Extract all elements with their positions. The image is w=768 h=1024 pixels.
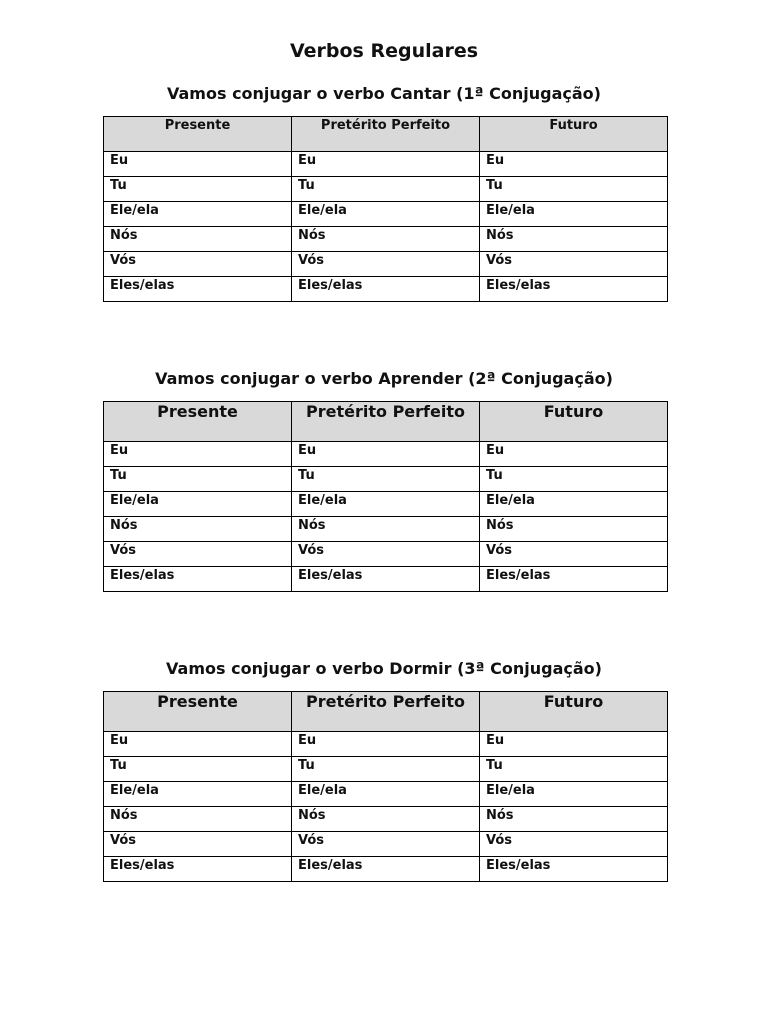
table-row — [104, 492, 668, 517]
table-cell[interactable]: Eles/elas — [104, 277, 292, 302]
table-cell[interactable]: Vós — [292, 252, 480, 277]
conjugation-table-cantar — [103, 116, 668, 302]
header-presente: Presente — [104, 402, 292, 442]
table-cell[interactable]: Vós — [104, 832, 292, 857]
table-cell[interactable]: Eu — [104, 732, 292, 757]
table-cell[interactable]: Vós — [480, 542, 668, 567]
section-title-dormir: Vamos conjugar o verbo Dormir (3ª Conjugação) — [166, 659, 602, 678]
table-cell[interactable]: Vós — [292, 832, 480, 857]
table-cell[interactable]: Eu — [480, 442, 668, 467]
table-cell[interactable]: Eu — [292, 732, 480, 757]
conjugation-table-aprender — [103, 401, 668, 592]
header-futuro: Futuro — [480, 402, 668, 442]
table-cell[interactable]: Tu — [292, 757, 480, 782]
table-cell[interactable]: Nós — [480, 227, 668, 252]
table-cell[interactable]: Nós — [480, 517, 668, 542]
table-cell[interactable]: Eles/elas — [480, 277, 668, 302]
header-preterito-perfeito: Pretérito Perfeito — [292, 692, 480, 732]
table-cell[interactable]: Ele/ela — [104, 202, 292, 227]
table-cell[interactable]: Eles/elas — [292, 277, 480, 302]
table-row — [104, 807, 668, 832]
table-cell[interactable]: Eu — [104, 442, 292, 467]
table-row — [104, 252, 668, 277]
table-cell[interactable]: Eu — [104, 152, 292, 177]
table-row — [104, 227, 668, 252]
table-cell[interactable]: Nós — [104, 227, 292, 252]
table-cell[interactable]: Eu — [480, 152, 668, 177]
table-cell[interactable]: Ele/ela — [292, 202, 480, 227]
table-cell[interactable]: Eles/elas — [104, 857, 292, 882]
header-presente: Presente — [104, 692, 292, 732]
table-cell[interactable]: Eu — [480, 732, 668, 757]
table-cell[interactable]: Vós — [104, 252, 292, 277]
table-cell[interactable]: Ele/ela — [480, 202, 668, 227]
table-cell[interactable]: Eles/elas — [104, 567, 292, 592]
table-cell[interactable]: Tu — [480, 177, 668, 202]
table-cell[interactable]: Eu — [292, 442, 480, 467]
table-cell[interactable]: Nós — [104, 807, 292, 832]
table-row — [104, 277, 668, 302]
table-cell[interactable]: Ele/ela — [480, 492, 668, 517]
section-title-aprender: Vamos conjugar o verbo Aprender (2ª Conjugação) — [155, 369, 613, 388]
table-cell[interactable]: Eles/elas — [292, 567, 480, 592]
table-cell[interactable]: Nós — [480, 807, 668, 832]
table-header-row — [104, 402, 668, 442]
table-cell[interactable]: Nós — [292, 807, 480, 832]
table-cell[interactable]: Tu — [480, 467, 668, 492]
table-row — [104, 757, 668, 782]
table-cell[interactable]: Eles/elas — [480, 857, 668, 882]
header-preterito-perfeito: Pretérito Perfeito — [292, 402, 480, 442]
table-row — [104, 857, 668, 882]
table-cell[interactable]: Ele/ela — [292, 782, 480, 807]
table-cell[interactable]: Tu — [104, 177, 292, 202]
table-cell[interactable]: Tu — [292, 467, 480, 492]
table-cell[interactable]: Tu — [104, 757, 292, 782]
table-row — [104, 832, 668, 857]
table-cell[interactable]: Vós — [480, 832, 668, 857]
table-cell[interactable]: Tu — [292, 177, 480, 202]
header-presente: Presente — [104, 117, 292, 152]
table-row — [104, 442, 668, 467]
section-title-cantar: Vamos conjugar o verbo Cantar (1ª Conjugação) — [167, 84, 601, 103]
table-row — [104, 782, 668, 807]
table-row — [104, 152, 668, 177]
table-row — [104, 467, 668, 492]
table-cell[interactable]: Tu — [104, 467, 292, 492]
header-futuro: Futuro — [480, 692, 668, 732]
table-header-row — [104, 117, 668, 152]
conjugation-table-dormir — [103, 691, 668, 882]
table-row — [104, 567, 668, 592]
table-row — [104, 732, 668, 757]
table-cell[interactable]: Ele/ela — [480, 782, 668, 807]
table-cell[interactable]: Eu — [292, 152, 480, 177]
table-row — [104, 202, 668, 227]
table-header-row — [104, 692, 668, 732]
table-cell[interactable]: Vós — [480, 252, 668, 277]
table-cell[interactable]: Eles/elas — [480, 567, 668, 592]
table-cell[interactable]: Nós — [292, 227, 480, 252]
table-row — [104, 177, 668, 202]
table-cell[interactable]: Nós — [104, 517, 292, 542]
table-cell[interactable]: Eles/elas — [292, 857, 480, 882]
table-cell[interactable]: Vós — [104, 542, 292, 567]
table-cell[interactable]: Ele/ela — [104, 492, 292, 517]
table-cell[interactable]: Nós — [292, 517, 480, 542]
document-title: Verbos Regulares — [289, 40, 479, 62]
table-row — [104, 517, 668, 542]
table-row — [104, 542, 668, 567]
header-futuro: Futuro — [480, 117, 668, 152]
table-cell[interactable]: Tu — [480, 757, 668, 782]
header-preterito-perfeito: Pretérito Perfeito — [292, 117, 480, 152]
table-cell[interactable]: Ele/ela — [104, 782, 292, 807]
table-cell[interactable]: Ele/ela — [292, 492, 480, 517]
table-cell[interactable]: Vós — [292, 542, 480, 567]
